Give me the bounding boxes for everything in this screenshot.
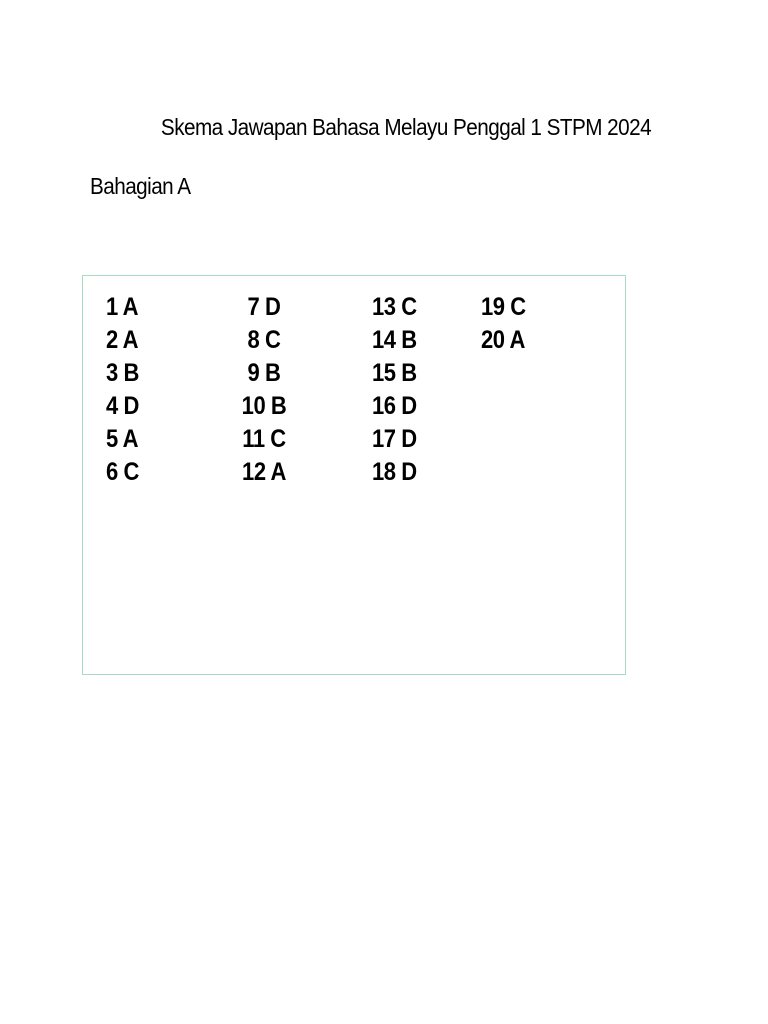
answer-item: 6 C	[106, 458, 139, 486]
answer-column-3	[372, 291, 423, 489]
answer-item: 3 B	[106, 359, 139, 387]
answer-column-2	[236, 291, 292, 489]
answer-key-box	[82, 275, 626, 675]
answer-item: 15 B	[372, 359, 417, 387]
page-title: Skema Jawapan Bahasa Melayu Penggal 1 STPM 2024	[160, 114, 652, 140]
section-heading: Bahagian A	[90, 173, 191, 199]
answer-item: 14 B	[372, 326, 417, 354]
answer-item: 20 A	[481, 326, 525, 354]
answer-item: 10 B	[241, 392, 287, 420]
answer-item: 18 D	[372, 458, 417, 486]
answer-item: 9 B	[247, 359, 281, 387]
answer-item: 11 C	[242, 425, 286, 453]
answer-item: 5 A	[106, 425, 139, 453]
answer-item: 12 A	[242, 458, 286, 486]
answer-item: 17 D	[372, 425, 417, 453]
answer-item: 19 C	[481, 293, 526, 321]
answer-item: 2 A	[106, 326, 139, 354]
answer-item: 13 C	[372, 293, 417, 321]
answer-item: 7 D	[247, 293, 281, 321]
answer-item: 8 C	[247, 326, 281, 354]
answer-item: 1 A	[106, 293, 139, 321]
answer-column-1	[106, 291, 143, 489]
answer-item: 4 D	[106, 392, 139, 420]
answer-item: 16 D	[372, 392, 417, 420]
answer-column-4	[481, 291, 532, 357]
